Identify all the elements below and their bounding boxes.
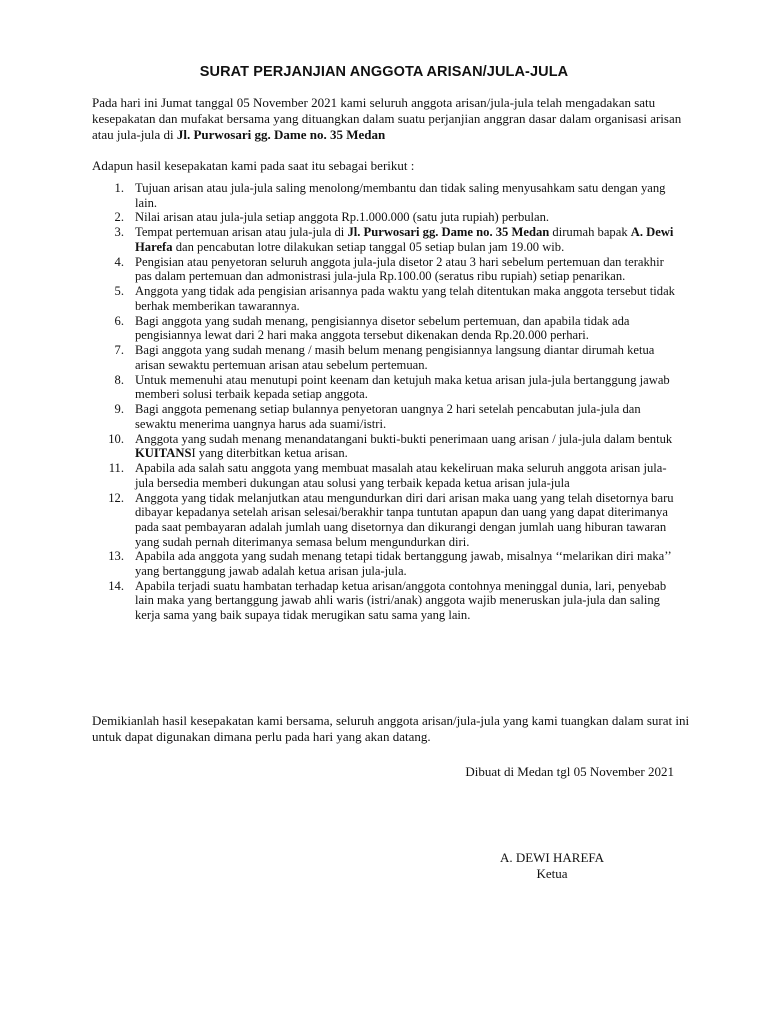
term-emphasis: Jl. Purwosari gg. Dame no. 35 Medan [347, 225, 550, 240]
term-text: dan pencabutan lotre dilakukan setiap tanggal 05 setiap bulan jam 19.00 wib. [172, 239, 565, 254]
term-text: Untuk memenuhi atau menutupi point keenam dan ketujuh maka ketua arisan jula-jula bertanggung jawab memberi solusi terbaik kepada setiap anggota. [135, 372, 670, 402]
lead-sentence: Adapun hasil kesepakatan kami pada saat itu sebagai berikut : [92, 158, 415, 173]
intro-paragraph [92, 95, 692, 142]
document-title: SURAT PERJANJIAN ANGGOTA ARISAN/JULA-JULA [199, 64, 569, 80]
term-text: Nilai arisan atau jula-jula setiap anggota Rp.1.000.000 (satu juta rupiah) perbulan. [135, 210, 550, 225]
term-number: 8. [114, 372, 124, 387]
term-text: Bagi anggota yang sudah menang / masih belum menang pengisiannya langsung diantar dirumah ketua arisan sewaktu pertemuan arisan atau sebelum pertemuan. [135, 343, 655, 372]
term-number: 12. [108, 490, 124, 505]
term-number: 9. [114, 402, 124, 417]
term-item [92, 210, 680, 225]
term-number: 2. [114, 210, 124, 225]
term-text: Pengisian atau penyetoran seluruh anggota jula-jula disetor 2 atau 3 hari sebelum pertemuan dan terakhir pas dalam pertemuan dan admonistrasi jula-jula Rp.100.00 (seratus ribu rupiah) setiap penarikan. [135, 254, 664, 284]
term-item [92, 225, 680, 254]
term-emphasis: A. Dewi Harefa [135, 225, 674, 254]
agreement-terms-list [92, 181, 680, 623]
term-text: Tempat pertemuan arisan atau jula-jula di [135, 225, 348, 240]
term-text: Apabila ada salah satu anggota yang membuat masalah atau kekeliruan maka seluruh anggota arisan jula-jula bersedia memberi dukungan atau solusi yang terbaik kepada ketua arisan jula-jula [135, 461, 667, 490]
term-item [92, 314, 680, 343]
term-text: Apabila terjadi suatu hambatan terhadap ketua arisan/anggota contohnya meninggal dunia, lari, penyebab lain maka yang bertanggung jawab ahli waris (istri/anak) anggota wajib meneruskan jula-jula dan saling kerja sama yang baik supaya tidak merugikan satu sama yang lain. [135, 578, 667, 623]
term-text: Apabila ada anggota yang sudah menang tetapi tidak bertanggung jawab, misalnya ‘‘melarikan diri maka’’ yang bertanggung jawab adalah ketua arisan jula-jula. [135, 549, 671, 578]
term-item [92, 432, 680, 461]
signature-block [470, 850, 634, 882]
term-item [92, 373, 680, 402]
term-text: Tujuan arisan atau jula-jula saling menolong/membantu dan tidak saling menyusahkam satu dengan yang lain. [135, 181, 666, 210]
term-number: 13. [108, 549, 124, 564]
term-emphasis: KUITANS [135, 446, 192, 461]
term-number: 4. [114, 254, 124, 269]
term-number: 10. [108, 431, 124, 446]
term-number: 5. [114, 284, 124, 299]
term-item [92, 181, 680, 210]
signer-role: Ketua [536, 866, 568, 881]
term-number: 7. [114, 343, 124, 358]
term-item [92, 343, 680, 372]
term-number: 3. [114, 225, 124, 240]
term-text: Bagi anggota pemenang setiap bulannya penyetoran uangnya 2 hari setelah pencabutan jula-jula dan sewaktu menerima uangnya harus ada suami/istri. [135, 402, 641, 431]
term-item [92, 402, 680, 431]
term-text: Anggota yang tidak ada pengisian arisannya pada waktu yang telah ditentukan maka anggota tersebut tidak berhak memberikan tawarannya. [135, 284, 675, 313]
term-item [92, 579, 680, 623]
term-item [92, 255, 680, 284]
term-text: Bagi anggota yang sudah menang, pengisiannya disetor sebelum pertemuan, dan apabila tidak ada pengisiannya lewat dari 2 hari maka anggota tersebut dikenakan denda Rp.20.000 perhari. [135, 313, 630, 343]
term-number: 6. [114, 313, 124, 328]
signer-name: A. DEWI HAREFA [499, 850, 605, 865]
term-item [92, 284, 680, 313]
place-date: Dibuat di Medan tgl 05 November 2021 [465, 764, 674, 779]
term-number: 14. [108, 578, 124, 593]
term-item [92, 461, 680, 490]
term-text: Anggota yang sudah menang menandatangani bukti-bukti penerimaan uang arisan / jula-jula dalam bentuk [135, 431, 673, 446]
term-item [92, 491, 680, 549]
intro-location: Jl. Purwosari gg. Dame no. 35 Medan [176, 126, 386, 142]
term-number: 11. [108, 461, 124, 476]
intro-text: Pada hari ini Jumat tanggal 05 November 2021 kami seluruh anggota arisan/jula-jula telah mengadakan satu kesepakatan dan mufakat bersama yang dituangkan dalam suatu perjanjian anggran dasar dalam organisasi arisan atau jula-jula di [92, 95, 682, 142]
term-number: 1. [114, 181, 124, 195]
term-item [92, 549, 680, 578]
term-text: dirumah bapak [549, 225, 631, 240]
term-text: I yang diterbitkan ketua arisan. [191, 446, 348, 461]
term-text: Anggota yang tidak melanjutkan atau mengundurkan diri dari arisan maka uang yang telah disetornya baru dibayar kepadanya setelah arisan selesai/berakhir tanpa tuntutan apapun dan uang yang dapat diterimanya pada saat pembayaran adalah jumlah uang disetornya dan dikurangi dengan jumlah uang hiburan tawaran yang sudah pernah diterimanya semasa belum mengundurkan diri. [135, 490, 674, 549]
closing-paragraph: Demikianlah hasil kesepakatan kami bersama, seluruh anggota arisan/jula-jula yang kami tuangkan dalam surat ini untuk dapat digunakan dimana perlu pada hari yang akan datang. [92, 713, 690, 744]
